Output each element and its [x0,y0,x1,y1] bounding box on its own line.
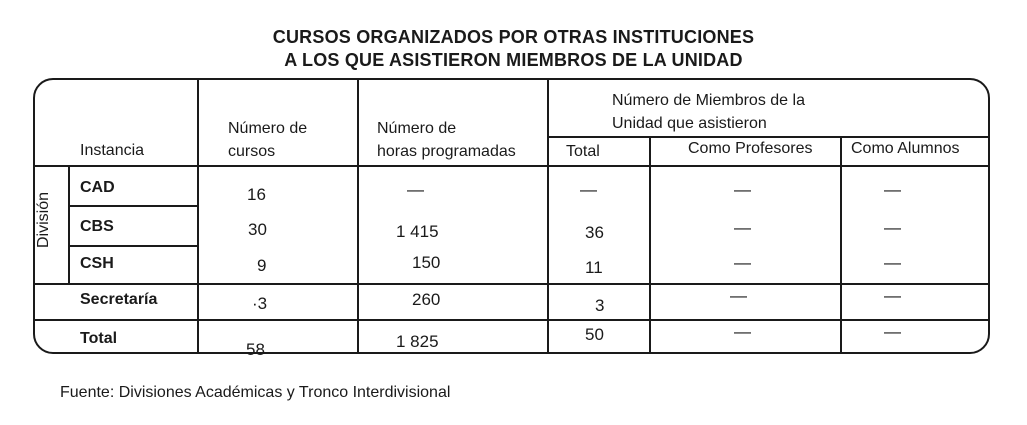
cell-csh-horas: 150 [412,253,441,272]
cell-cad-horas: — [407,180,424,199]
rule-instancia-col [197,79,199,353]
cell-csh-alumnos: — [884,253,901,272]
cell-total-alumnos: — [884,322,901,341]
rule-subheader [548,136,989,138]
table-frame [33,78,990,354]
division-label: División [35,191,52,249]
cell-cbs-alumnos: — [884,218,901,237]
rule-division-bottom [34,283,989,285]
cell-cbs-cursos: 30 [248,220,267,239]
cell-secretaria-cursos: ·3 [252,294,268,313]
header-alumnos: Como Alumnos [851,140,960,157]
header-horas-line-1: Número de [377,120,457,137]
cell-csh-profesores: — [734,253,751,272]
cell-total-horas: 1 825 [396,332,439,351]
cell-cad-cursos: 16 [247,185,266,204]
cell-total-total: 50 [585,325,604,344]
header-instancia: Instancia [80,142,145,159]
cell-total-cursos: 58 [246,340,265,359]
cell-cbs-profesores: — [734,218,751,237]
header-miembros-line-2: Unidad que asistieron [612,115,767,132]
rule-total-col [649,137,651,353]
table-title-line-2: A LOS QUE ASISTIERON MIEMBROS DE LA UNIDAD [284,50,743,70]
rule-cbs-csh [69,245,198,247]
cell-total-profesores: — [734,322,751,341]
header-profesores: Como Profesores [688,140,813,157]
rule-cursos-col [357,79,359,353]
header-horas-line-2: horas programadas [377,143,516,160]
rule-header-bottom [34,165,989,167]
row-label-cbs: CBS [80,218,114,235]
cell-secretaria-horas: 260 [412,290,441,309]
cell-cad-profesores: — [734,180,751,199]
rule-horas-col [547,79,549,353]
header-miembros-line-1: Número de Miembros de la [612,92,805,109]
cell-csh-cursos: 9 [257,256,267,275]
cell-cbs-horas: 1 415 [396,222,439,241]
source-note: Fuente: Divisiones Académicas y Tronco Interdivisional [60,384,451,401]
header-total: Total [566,143,600,160]
rule-profesores-col [840,137,842,353]
rule-division-col [68,166,70,284]
cell-csh-total: 11 [585,258,603,277]
cell-cad-total: — [580,180,597,199]
cell-secretaria-total: 3 [595,296,605,315]
cell-secretaria-alumnos: — [884,286,901,305]
cell-cbs-total: 36 [585,223,604,242]
header-cursos-line-2: cursos [228,143,276,160]
cell-cad-alumnos: — [884,180,901,199]
rule-cad-cbs [69,205,198,207]
row-label-total: Total [80,330,118,347]
cell-secretaria-profesores: — [730,286,747,305]
row-label-cad: CAD [80,179,115,196]
table-title-line-1: CURSOS ORGANIZADOS POR OTRAS INSTITUCIONES [272,27,755,47]
row-label-csh: CSH [80,255,114,272]
rule-secretaria-bottom [34,319,989,321]
row-label-secretaria: Secretaría [80,291,158,308]
header-cursos-line-1: Número de [228,120,308,137]
